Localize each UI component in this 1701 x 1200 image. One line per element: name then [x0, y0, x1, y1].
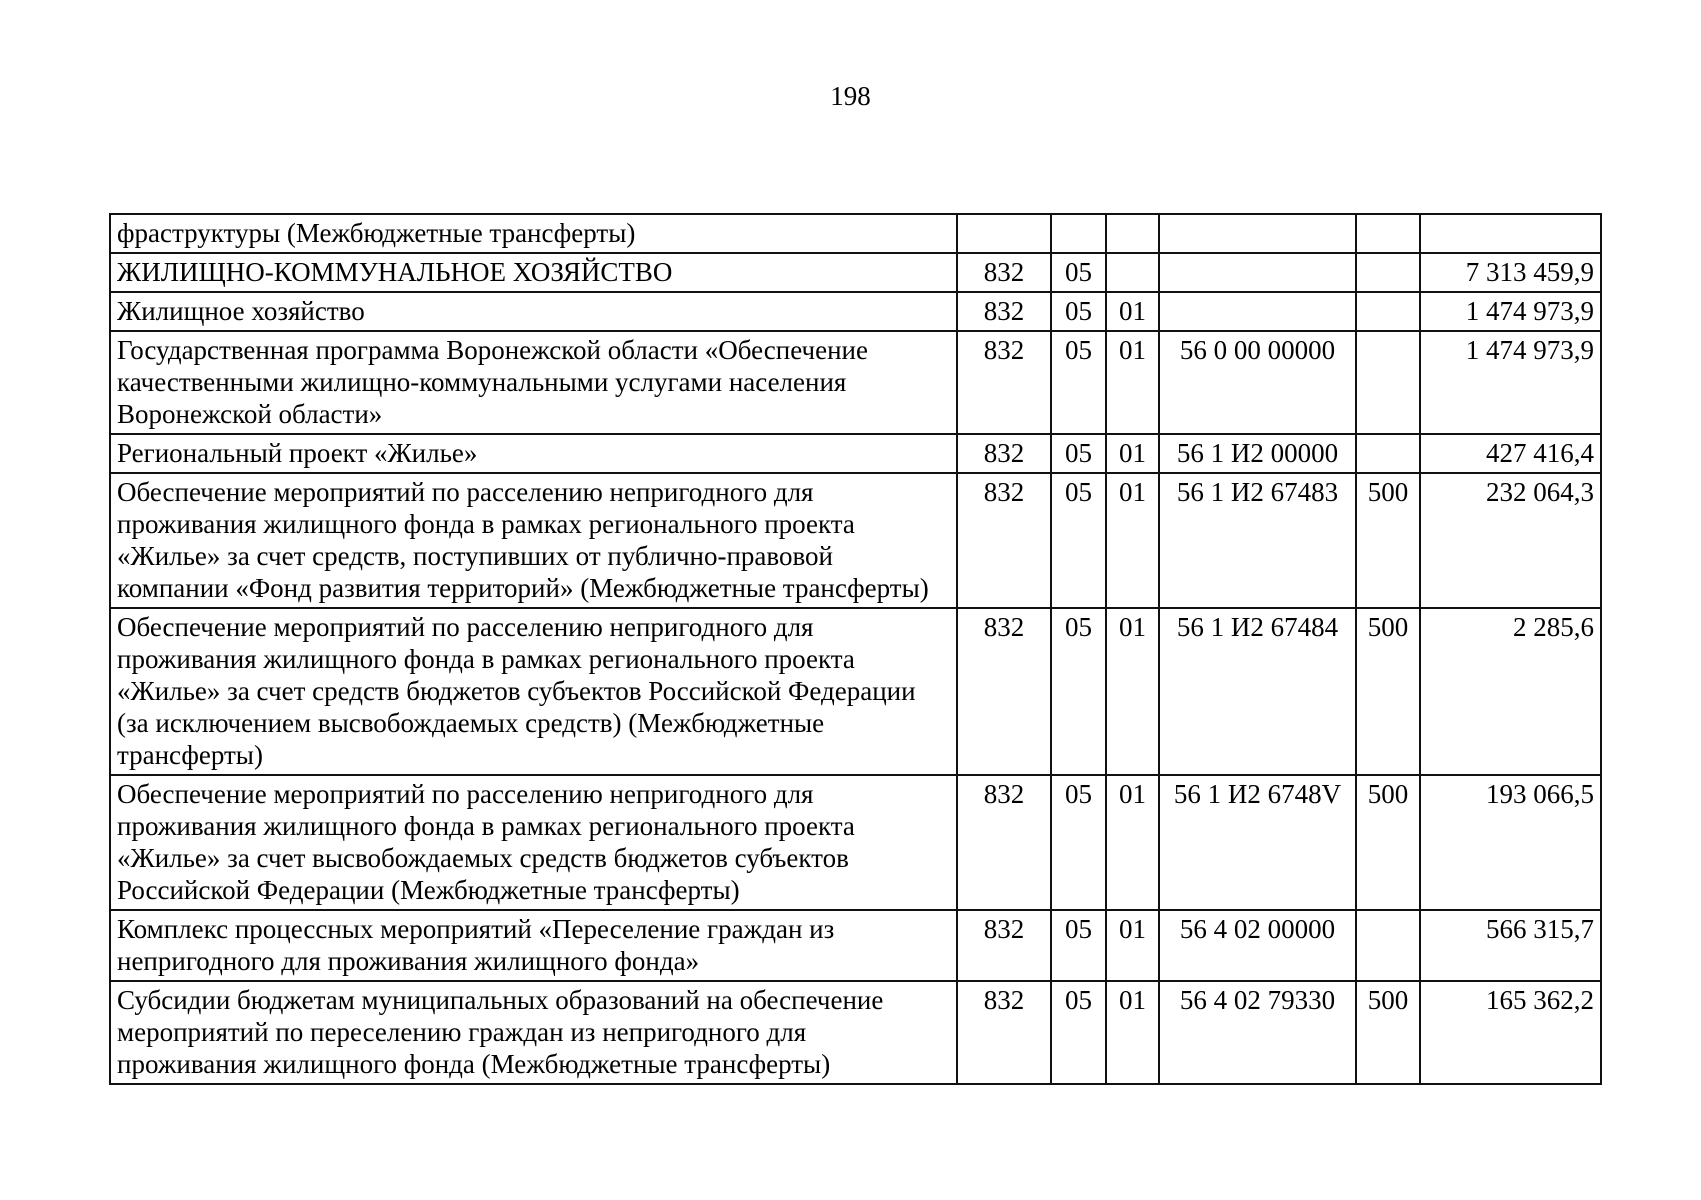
row-section-code: 05: [1051, 253, 1106, 292]
row-subsection-code: 01: [1106, 292, 1159, 331]
row-subsection-code: 01: [1106, 608, 1159, 775]
row-expense-type: 500: [1356, 981, 1420, 1084]
table-row: [110, 910, 1601, 981]
row-name: Государственная программа Воронежской области «Обеспечение качественными жилищно-коммунальными услугами населения Воронежской области»: [110, 331, 957, 434]
row-target-article: 56 1 И2 67484: [1159, 608, 1356, 775]
row-amount: [1420, 214, 1601, 253]
row-subsection-code: 01: [1106, 434, 1159, 473]
row-subsection-code: 01: [1106, 910, 1159, 981]
row-amount: 1 474 973,9: [1420, 331, 1601, 434]
budget-table: [109, 213, 1602, 1085]
table-row: [110, 331, 1601, 434]
row-amount: 566 315,7: [1420, 910, 1601, 981]
row-expense-type: [1356, 434, 1420, 473]
row-section-code: 05: [1051, 292, 1106, 331]
row-name: Обеспечение мероприятий по расселению непригодного для проживания жилищного фонда в рамках регионального проекта «Жилье» за счет средств, поступивших от публично-правовой компании «Фонд развития территорий» (Межбюджетные трансферты): [110, 473, 957, 608]
row-section-code: 05: [1051, 434, 1106, 473]
row-section-code: 05: [1051, 473, 1106, 608]
row-ved-code: 832: [957, 608, 1051, 775]
row-ved-code: [957, 214, 1051, 253]
table-row: [110, 775, 1601, 910]
row-expense-type: [1356, 292, 1420, 331]
row-amount: 2 285,6: [1420, 608, 1601, 775]
table-row: [110, 253, 1601, 292]
row-name: фраструктуры (Межбюджетные трансферты): [110, 214, 957, 253]
row-target-article: 56 1 И2 00000: [1159, 434, 1356, 473]
row-expense-type: [1356, 331, 1420, 434]
row-subsection-code: 01: [1106, 981, 1159, 1084]
row-name: Жилищное хозяйство: [110, 292, 957, 331]
row-ved-code: 832: [957, 981, 1051, 1084]
row-target-article: [1159, 214, 1356, 253]
row-ved-code: 832: [957, 434, 1051, 473]
row-amount: 1 474 973,9: [1420, 292, 1601, 331]
row-subsection-code: 01: [1106, 473, 1159, 608]
table-row: [110, 214, 1601, 253]
row-subsection-code: [1106, 253, 1159, 292]
row-name: Субсидии бюджетам муниципальных образований на обеспечение мероприятий по переселению граждан из непригодного для проживания жилищного фонда (Межбюджетные трансферты): [110, 981, 957, 1084]
page-number: 198: [830, 81, 871, 111]
row-name: Обеспечение мероприятий по расселению непригодного для проживания жилищного фонда в рамках регионального проекта «Жилье» за счет высвобождаемых средств бюджетов субъектов Российской Федерации (Межбюджетные трансферты): [110, 775, 957, 910]
table-row: [110, 608, 1601, 775]
row-target-article: [1159, 292, 1356, 331]
row-amount: 7 313 459,9: [1420, 253, 1601, 292]
row-target-article: [1159, 253, 1356, 292]
row-ved-code: 832: [957, 473, 1051, 608]
row-section-code: 05: [1051, 981, 1106, 1084]
row-subsection-code: 01: [1106, 331, 1159, 434]
row-name: ЖИЛИЩНО-КОММУНАЛЬНОЕ ХОЗЯЙСТВО: [110, 253, 957, 292]
row-ved-code: 832: [957, 331, 1051, 434]
row-subsection-code: [1106, 214, 1159, 253]
row-section-code: 05: [1051, 775, 1106, 910]
row-ved-code: 832: [957, 910, 1051, 981]
row-name: Региональный проект «Жилье»: [110, 434, 957, 473]
table-row: [110, 473, 1601, 608]
row-expense-type: [1356, 253, 1420, 292]
row-amount: 232 064,3: [1420, 473, 1601, 608]
row-amount: 193 066,5: [1420, 775, 1601, 910]
row-subsection-code: 01: [1106, 775, 1159, 910]
row-ved-code: 832: [957, 292, 1051, 331]
row-expense-type: [1356, 910, 1420, 981]
row-section-code: 05: [1051, 910, 1106, 981]
row-target-article: 56 0 00 00000: [1159, 331, 1356, 434]
row-section-code: [1051, 214, 1106, 253]
row-name: Обеспечение мероприятий по расселению непригодного для проживания жилищного фонда в рамках регионального проекта «Жилье» за счет средств бюджетов субъектов Российской Федерации (за исключением высвобождаемых средств) (Межбюджетные трансферты): [110, 608, 957, 775]
row-ved-code: 832: [957, 253, 1051, 292]
row-amount: 427 416,4: [1420, 434, 1601, 473]
row-target-article: 56 4 02 00000: [1159, 910, 1356, 981]
row-expense-type: 500: [1356, 473, 1420, 608]
table-row: [110, 434, 1601, 473]
table-row: [110, 292, 1601, 331]
row-target-article: 56 1 И2 67483: [1159, 473, 1356, 608]
row-section-code: 05: [1051, 331, 1106, 434]
table-row: [110, 981, 1601, 1084]
row-name: Комплекс процессных мероприятий «Переселение граждан из непригодного для проживания жилищного фонда»: [110, 910, 957, 981]
row-expense-type: 500: [1356, 608, 1420, 775]
row-expense-type: 500: [1356, 775, 1420, 910]
row-target-article: 56 4 02 79330: [1159, 981, 1356, 1084]
row-expense-type: [1356, 214, 1420, 253]
row-ved-code: 832: [957, 775, 1051, 910]
row-section-code: 05: [1051, 608, 1106, 775]
row-target-article: 56 1 И2 6748V: [1159, 775, 1356, 910]
row-amount: 165 362,2: [1420, 981, 1601, 1084]
